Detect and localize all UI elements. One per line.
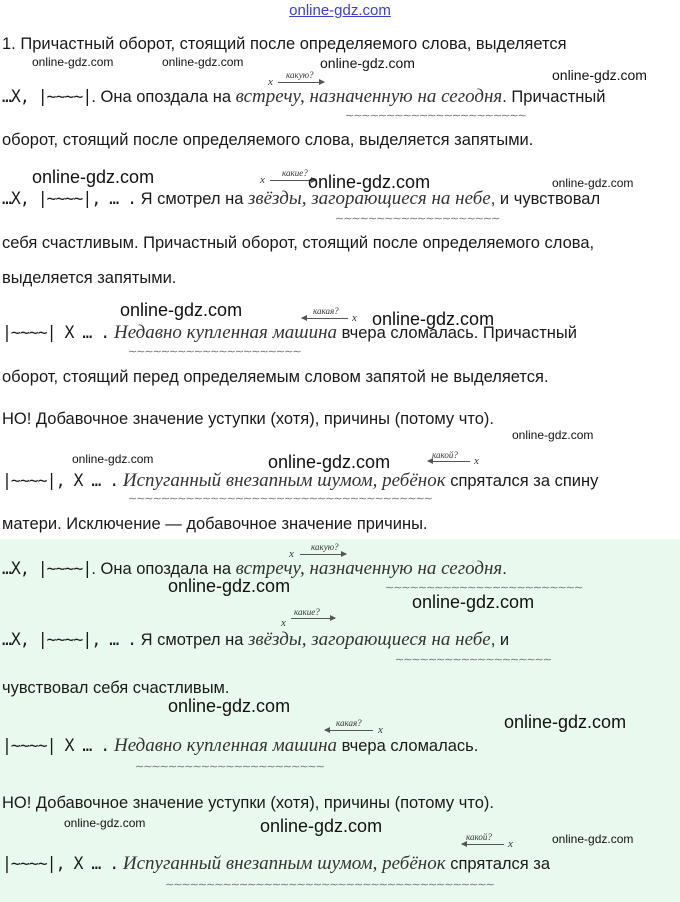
defined-word: встречу (235, 558, 300, 579)
watermark: online-gdz.com (72, 452, 154, 466)
wavy-underline: ∼∼∼∼∼∼∼∼∼∼∼∼∼∼∼∼∼∼∼∼ (335, 213, 500, 225)
watermark: online-gdz.com (168, 696, 291, 716)
watermark: online-gdz.com (552, 67, 647, 83)
x-mark: x (474, 455, 479, 467)
text: , и (490, 631, 510, 649)
text: . (91, 88, 96, 106)
defined-word: встречу (235, 86, 300, 107)
text: спрятался за спину (445, 472, 599, 490)
watermark: online-gdz.com (268, 452, 391, 472)
text-line: выделяется запятыми. (2, 269, 177, 287)
defined-word: звёзды (247, 188, 302, 209)
arrow-right-icon (291, 618, 335, 619)
scheme: …X, |∼∼∼∼| (2, 87, 92, 106)
wavy-underline: ∼∼∼∼∼∼∼∼∼∼∼∼∼∼∼∼∼∼∼∼∼∼∼∼∼∼∼∼∼∼∼∼∼∼∼∼∼ (128, 493, 433, 505)
text: Она опоздала на (95, 88, 236, 106)
sentence-4 (2, 470, 598, 492)
text: Я смотрел на (136, 190, 248, 208)
watermark: online-gdz.com (32, 167, 155, 187)
question-label: какая? (313, 306, 339, 316)
x-mark: x (281, 617, 286, 629)
arrow-left-icon (302, 318, 348, 319)
text-line: чувствовал себя счастливым. (2, 679, 230, 697)
text: Я смотрел на (136, 631, 248, 649)
participle-phrase: , загорающиеся на небе (301, 629, 491, 650)
participle-phrase: , назначенную на сегодня (300, 86, 503, 107)
wavy-underline: ∼∼∼∼∼∼∼∼∼∼∼∼∼∼∼∼∼∼∼∼∼∼∼∼∼∼∼∼∼∼∼∼∼∼∼∼∼∼∼∼ (165, 879, 494, 891)
wavy-underline: ∼∼∼∼∼∼∼∼∼∼∼∼∼∼∼∼∼∼∼ (395, 654, 552, 666)
x-mark: x (508, 838, 513, 850)
participle-phrase: Испуганный внезапным шумом, ребёнок (118, 853, 446, 874)
arrow-left-icon (428, 461, 470, 462)
question-label: какую? (311, 542, 339, 552)
text: вчера сломалась. Причастный (337, 324, 577, 342)
participle-phrase: , назначенную на сегодня (300, 558, 503, 579)
watermark: online-gdz.com (162, 55, 244, 69)
sentence-2 (2, 188, 600, 210)
text-line: НО! Добавочное значение уступки (хотя), причины (потому что). (2, 794, 494, 812)
watermark: online-gdz.com (308, 172, 431, 192)
scheme: |∼∼∼∼| X … . (2, 323, 110, 342)
question-label: какую? (286, 70, 314, 80)
x-mark: x (260, 174, 265, 186)
x-mark: x (289, 548, 294, 560)
watermark: online-gdz.com (260, 816, 383, 836)
answer-sentence-2 (2, 629, 509, 651)
question-label: какая? (336, 718, 362, 728)
question-label: какой? (432, 450, 458, 460)
text-line: оборот, стоящий перед определяемым словом запятой не выделяется. (2, 368, 549, 386)
text: Она опоздала на (95, 560, 236, 578)
watermark: online-gdz.com (120, 300, 243, 320)
wavy-underline: ∼∼∼∼∼∼∼∼∼∼∼∼∼∼∼∼∼∼∼∼∼∼ (345, 110, 526, 122)
text: вчера сломалась. (337, 737, 479, 755)
site-header-link[interactable]: online-gdz.com (289, 2, 391, 19)
sentence-1 (2, 86, 605, 108)
watermark: online-gdz.com (552, 176, 634, 190)
text: . Причастный (502, 88, 606, 106)
watermark: online-gdz.com (168, 576, 291, 596)
arrow-left-icon (325, 730, 373, 731)
watermark: online-gdz.com (32, 55, 114, 69)
participle-phrase: Недавно купленная машина (109, 322, 338, 343)
x-mark: x (268, 76, 273, 88)
watermark: online-gdz.com (552, 832, 634, 846)
watermark: online-gdz.com (504, 712, 627, 732)
scheme: …X, |∼∼∼∼|, … . (2, 630, 137, 649)
defined-word: звёзды (247, 629, 302, 650)
scheme: |∼∼∼∼|, X … . (2, 854, 119, 873)
question-label: какие? (282, 168, 308, 178)
question-label: какой? (466, 832, 492, 842)
scheme: …X, |∼∼∼∼|, … . (2, 189, 137, 208)
text-line: 1. Причастный оборот, стоящий после определяемого слова, выделяется (2, 35, 567, 53)
wavy-underline: ∼∼∼∼∼∼∼∼∼∼∼∼∼∼∼∼∼∼∼∼∼∼∼∼ (385, 582, 583, 594)
text-line: себя счастливым. Причастный оборот, стоящий после определяемого слова, (2, 234, 595, 252)
scheme: |∼∼∼∼| X … . (2, 736, 110, 755)
watermark: online-gdz.com (512, 428, 594, 442)
text-line: НО! Добавочное значение уступки (хотя), причины (потому что). (2, 410, 494, 428)
watermark: online-gdz.com (412, 592, 535, 612)
participle-phrase: Испуганный внезапным шумом, ребёнок (118, 470, 446, 491)
arrow-right-icon (278, 82, 324, 83)
answer-sentence-3 (2, 735, 478, 757)
watermark: online-gdz.com (64, 816, 146, 830)
text: , и чувствовал (490, 190, 601, 208)
question-label: какие? (294, 607, 320, 617)
text: . (91, 560, 96, 578)
x-mark: x (352, 312, 357, 324)
text-line: матери. Исключение — добавочное значение причины. (2, 515, 428, 533)
x-mark: x (378, 724, 383, 736)
wavy-underline: ∼∼∼∼∼∼∼∼∼∼∼∼∼∼∼∼∼∼∼∼∼ (128, 346, 301, 358)
answer-sentence-4 (2, 853, 550, 875)
arrow-right-icon (300, 554, 346, 555)
wavy-underline: ∼∼∼∼∼∼∼∼∼∼∼∼∼∼∼∼∼∼∼∼∼∼∼ (135, 761, 324, 773)
text: . (502, 560, 507, 578)
arrow-left-icon (462, 844, 504, 845)
scheme: |∼∼∼∼|, X … . (2, 471, 119, 490)
text-line: оборот, стоящий после определяемого слова, выделяется запятыми. (2, 131, 534, 149)
watermark: online-gdz.com (320, 55, 415, 71)
watermark: online-gdz.com (372, 309, 495, 329)
text: спрятался за (445, 855, 551, 873)
participle-phrase: , загорающиеся на небе (301, 188, 491, 209)
participle-phrase: Недавно купленная машина (109, 735, 338, 756)
scheme: …X, |∼∼∼∼| (2, 559, 92, 578)
